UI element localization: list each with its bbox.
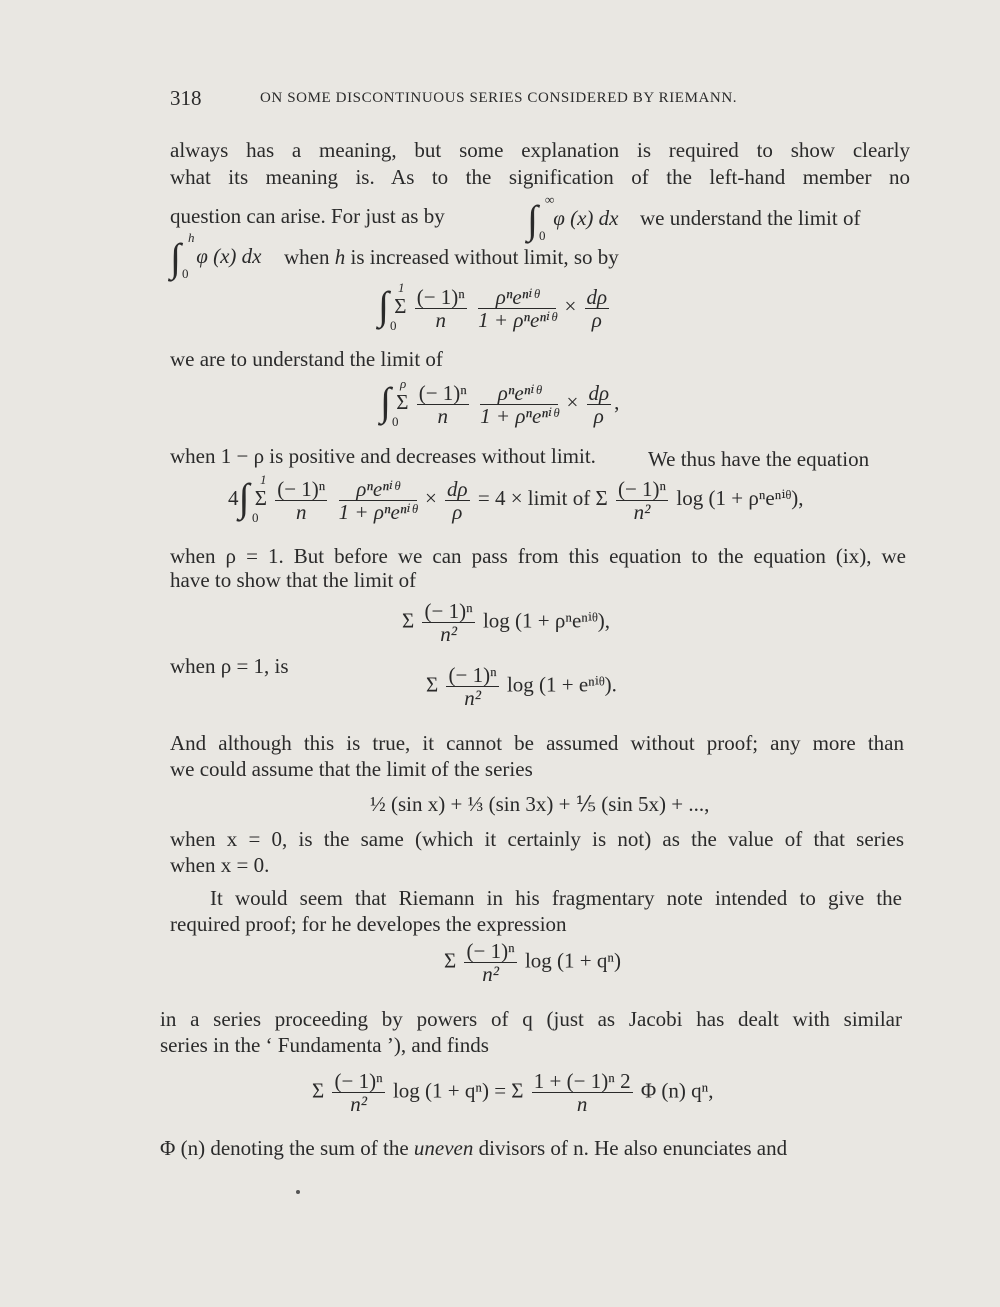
text-line-11: we could assume that the limit of the series (170, 757, 533, 781)
fraction: $\frac{\text{(− 1)ⁿ}}{\text{n²}}$ (617, 476, 667, 524)
display-equation-5: Σ $\frac{\text{(− 1)ⁿ}}{\text{n²}}$ log (1 + eⁿⁱᶿ). (426, 663, 617, 710)
display-equation-3: 4∫ 1 0 Σ $\frac{\text{(− 1)ⁿ}}{n}$ $\frac{\text{ρⁿeⁿⁱᶿ}}{\text{1 + ρⁿeⁿⁱᶿ}}$ × $\frac{d\rho}{\rho}$ = 4 × limit of Σ $\frac{\text{(− 1)ⁿ}}{\text{n²}}$ log (1 + ρⁿeⁿⁱᶿ), (228, 472, 804, 525)
text-line-10: And although this is true, it cannot be assumed without proof; any more than (170, 731, 904, 755)
text-line-9: when ρ = 1, is (170, 654, 289, 678)
text-line-5: we are to understand the limit of (170, 347, 443, 371)
fraction: $\frac{\text{(− 1)ⁿ}}{\text{n²}}$ (424, 599, 473, 646)
fraction: $\frac{\text{ρⁿeⁿⁱᶿ}}{\text{1 + ρⁿeⁿⁱᶿ}}$ (478, 284, 557, 332)
display-equation-6: Σ $\frac{\text{(− 1)ⁿ}}{\text{n²}}$ log (1 + qⁿ) (444, 939, 621, 986)
integral-sign: ∫ (380, 379, 391, 424)
inline-integral-infinity (527, 190, 619, 243)
display-equation-7: Σ $\frac{\text{(− 1)ⁿ}}{\text{n²}}$ log (1 + qⁿ) = Σ $\frac{\text{1 + (− 1)ⁿ 2}}{n}$ Φ (n) qⁿ, (312, 1069, 714, 1116)
text-line-13: when x = 0. (170, 853, 270, 877)
fraction: $\frac{d\rho}{\rho}$ (447, 476, 468, 524)
lower-limit: 0 (539, 228, 546, 243)
text-line-17: series in the ‘ Fundamenta ’), and finds (160, 1033, 489, 1057)
fraction: $\frac{\text{(− 1)ⁿ}}{n}$ (277, 476, 326, 524)
text-line-3a: question can arise. For just as by (170, 204, 445, 228)
lower-limit: 0 (182, 266, 189, 281)
text-line-18: Φ (n) denoting the sum of the uneven divisors of n. He also enunciates and (160, 1136, 788, 1160)
text-line-12: when x = 0, is the same (which it certainly is not) as the value of that series (170, 827, 904, 851)
page-header (170, 86, 910, 116)
text-line-6b: We thus have the equation (648, 447, 870, 471)
text-line-4b: when h is increased without limit, so by (284, 245, 619, 269)
fraction: $\frac{\text{ρⁿeⁿⁱᶿ}}{\text{1 + ρⁿeⁿⁱᶿ}}$ (338, 476, 417, 524)
text-line-15: required proof; for he developes the expression (170, 912, 567, 936)
text-line-2: what its meaning is. As to the signification of the left-hand member no (170, 165, 910, 189)
fraction: $\frac{\text{1 + (− 1)ⁿ 2}}{n}$ (533, 1069, 631, 1116)
fraction: $\frac{d\rho}{\rho}$ (586, 284, 608, 332)
text-line-1: always has a meaning, but some explanation is required to show clearly (170, 138, 910, 162)
upper-limit: ∞ (545, 192, 555, 207)
text-line-3b: we understand the limit of (640, 206, 861, 230)
fraction: $\frac{\text{(− 1)ⁿ}}{n}$ (416, 284, 465, 332)
text-line-14: It would seem that Riemann in his fragmentary note intended to give the (210, 886, 902, 910)
text-line-6a: when 1 − ρ is positive and decreases without limit. (170, 444, 596, 468)
integrand: φ (x) dx (196, 244, 262, 268)
fraction: $\frac{d\rho}{\rho}$ (588, 380, 610, 428)
text-line-16: in a series proceeding by powers of q (just as Jacobi has dealt with similar (160, 1007, 902, 1031)
display-equation-1: ∫ 1 0 Σ $\frac{\text{(− 1)ⁿ}}{n}$ $\frac{\text{ρⁿeⁿⁱᶿ}}{\text{1 + ρⁿeⁿⁱᶿ}}$ × $\frac{d\rho}{\rho}$ (378, 280, 608, 333)
fraction: $\frac{\text{ρⁿeⁿⁱᶿ}}{\text{1 + ρⁿeⁿⁱᶿ}}$ (480, 380, 559, 428)
upper-limit: h (188, 230, 195, 245)
page-number: 318 (170, 86, 202, 110)
display-equation-2: ∫ ρ 0 Σ $\frac{\text{(− 1)ⁿ}}{n}$ $\frac{\text{ρⁿeⁿⁱᶿ}}{\text{1 + ρⁿeⁿⁱᶿ}}$ × $\frac{d\rho}{\rho}$ , (380, 376, 620, 429)
integrand: φ (x) dx (553, 206, 619, 230)
fraction: $\frac{\text{(− 1)ⁿ}}{\text{n²}}$ (466, 939, 515, 986)
integral-sign: ∫ (238, 475, 250, 520)
integral-sign: ∫ (170, 235, 181, 280)
ink-speck (296, 1190, 300, 1194)
display-equation-4: Σ $\frac{\text{(− 1)ⁿ}}{\text{n²}}$ log (1 + ρⁿeⁿⁱᶿ), (402, 599, 611, 646)
integral-sign: ∫ (378, 283, 389, 328)
inline-integral-h (170, 228, 262, 281)
fraction: $\frac{\text{(− 1)ⁿ}}{n}$ (418, 380, 467, 428)
fraction: $\frac{\text{(− 1)ⁿ}}{\text{n²}}$ (334, 1069, 383, 1116)
integral-sign: ∫ (527, 197, 538, 242)
fraction: $\frac{\text{(− 1)ⁿ}}{\text{n²}}$ (448, 663, 497, 710)
text-line-8: have to show that the limit of (170, 568, 417, 592)
running-title: ON SOME DISCONTINUOUS SERIES CONSIDERED BY RIEMANN. (260, 90, 738, 106)
display-series: ½ (sin x) + ⅓ (sin 3x) + ⅕ (sin 5x) + ..., (370, 792, 710, 816)
text-line-7: when ρ = 1. But before we can pass from this equation to the equation (ix), we (170, 544, 906, 568)
